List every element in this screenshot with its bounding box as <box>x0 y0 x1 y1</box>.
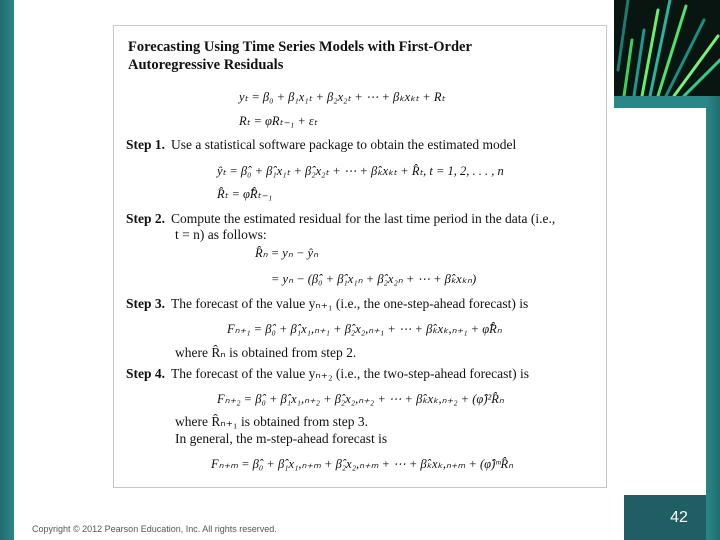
step-4-label: Step 4. <box>126 366 166 381</box>
general-text: In general, the m-step-ahead forecast is <box>175 431 388 446</box>
step-2-equation-1: R̂ₙ = yₙ − ŷₙ <box>255 246 319 260</box>
corner-decoration-image <box>614 0 720 96</box>
left-accent-bar <box>0 0 14 540</box>
copyright-footer: Copyright © 2012 Pearson Education, Inc. All rights reserved. <box>32 524 277 534</box>
slide-title <box>128 38 472 74</box>
step-2-label: Step 2. <box>126 211 166 226</box>
step-2-text-2: t = n) as follows: <box>175 227 267 242</box>
step-3 <box>126 296 528 312</box>
step-4-where: where R̂ₙ₊₁ is obtained from step 3. <box>175 414 369 429</box>
page-number: 42 <box>670 509 688 526</box>
step-2-text-1: Compute the estimated residual for the last time period in the data (i.e., <box>171 211 556 226</box>
general-equation: Fₙ₊ₘ = β̂₀ + β̂₁x₁,ₙ₊ₘ + β̂₂x₂,ₙ₊ₘ + ⋯ + β̂ₖxₖ,ₙ₊ₘ + (φ̂)ᵐR̂ₙ <box>211 457 514 471</box>
title-line-1: Forecasting Using Time Series Models with First-Order <box>128 39 472 55</box>
page-number-box <box>624 495 706 540</box>
step-1 <box>126 137 516 153</box>
title-line-2: Autoregressive Residuals <box>128 57 284 73</box>
step-1-label: Step 1. <box>126 137 166 152</box>
step-4-equation: Fₙ₊₂ = β̂₀ + β̂₁x₁,ₙ₊₂ + β̂₂x₂,ₙ₊₂ + ⋯ + β̂ₖxₖ,ₙ₊₂ + (φ̂)²R̂ₙ <box>217 392 504 406</box>
residual-equation: Rₜ = φRₜ₋₁ + εₜ <box>239 114 318 128</box>
step-2 <box>126 211 555 227</box>
step-3-equation: Fₙ₊₁ = β̂₀ + β̂₁x₁,ₙ₊₁ + β̂₂x₂,ₙ₊₁ + ⋯ + β̂ₖxₖ,ₙ₊₁ + φ̂R̂ₙ <box>227 322 502 336</box>
step-3-label: Step 3. <box>126 296 166 311</box>
step-1-equation-2: R̂ₜ = φ̂R̂ₜ₋₁ <box>217 187 273 201</box>
model-equation: yₜ = β₀ + β₁x₁ₜ + β₂x₂ₜ + ⋯ + βₖxₖₜ + Rₜ <box>239 90 446 104</box>
step-1-equation-1: ŷₜ = β̂₀ + β̂₁x₁ₜ + β̂₂x₂ₜ + ⋯ + β̂ₖxₖₜ + R̂ₜ, t = 1, 2, . . . , n <box>217 164 504 178</box>
step-3-where: where R̂ₙ is obtained from step 2. <box>175 345 357 360</box>
right-accent-bar <box>706 96 720 540</box>
step-4 <box>126 366 529 382</box>
slide-content-image <box>113 25 607 488</box>
step-2-equation-2: = yₙ − (β̂₀ + β̂₁x₁ₙ + β̂₂x₂ₙ + ⋯ + β̂ₖxₖₙ) <box>271 272 477 286</box>
step-1-text: Use a statistical software package to obtain the estimated model <box>171 137 517 152</box>
step-3-text: The forecast of the value yₙ₊₁ (i.e., the one-step-ahead forecast) is <box>171 296 529 311</box>
step-4-text: The forecast of the value yₙ₊₂ (i.e., the two-step-ahead forecast) is <box>171 366 529 381</box>
corner-accent-strip <box>614 96 706 108</box>
